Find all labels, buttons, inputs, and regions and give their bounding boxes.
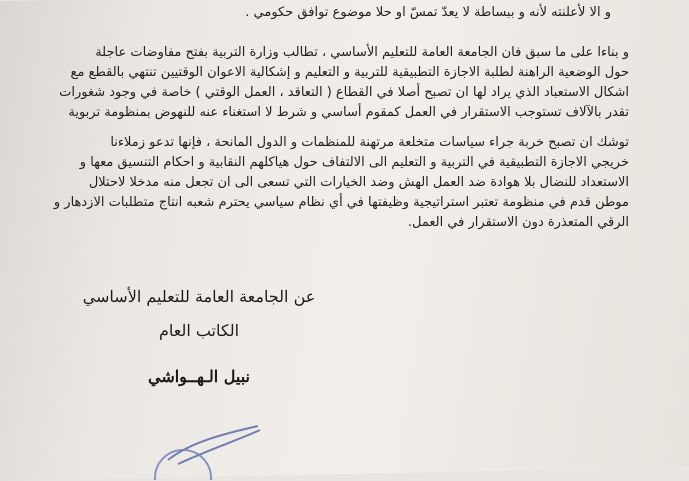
text-line: الرقي المتعذرة دون الاستقرار في العمل. [407,215,629,230]
text-line: و الا لأعلنته لأنه و ببساطة لا يعدّ تمسّ او حلا موضوع توافق حكومي . [245,5,611,20]
text-line: خريجي الاجازة التطبيقية في التربية و التعليم الى الالتفاف حول هياكلهم النقابية و احكام التنسيق معها و [79,155,629,170]
text-line: اشكال الاستعباد الذي يراد لها ان تصبح أصلا في القطاع ( التعاقد ، العمل الوقتي ) خاصة في وجود شغورات [59,85,629,100]
text-line: و بناءا على ما سبق فان الجامعة العامة للتعليم الأساسي ، تطالب وزارة التربية بفتح مفاوضات عاجلة [95,45,629,60]
text-line: الاستعداد للنضال بلا هوادة ضد العمل الهش وضد الخيارات التي تسعى الى ان تجعل منه مدخلا لاحتلال [88,175,629,190]
signature-title: الكاتب العام [158,321,240,340]
signature-organization: عن الجامعة العامة للتعليم الأساسي [82,287,316,306]
text-line: توشك ان تصبح خربة جراء سياسات متخلعة مرتهنة للمنظمات و الدول المانحة ، فإنها تدعو زملاءنا [110,135,629,150]
stamp-and-signature-mark [148,420,268,480]
text-line: حول الوضعية الراهنة لطلبة الاجازة التطبيقية للتربية و التعليم و إشكالية الاعوان الوقتيين تنتهي بالقطع مع [70,65,629,80]
text-line: تقدر بالآلاف تستوجب الاستقرار في العمل كمقوم أساسي و شرط لا استغناء عنه للنهوض بمنظومة تربوية [68,105,629,120]
text-line: موطن قدم في منظومة تعتبر استراتيجية وظيفتها في أي نظام سياسي يحترم شعبه انتاج متطلبات الازدهار و [53,195,629,210]
signature-name: نبيل الـهــواشي [147,367,250,386]
